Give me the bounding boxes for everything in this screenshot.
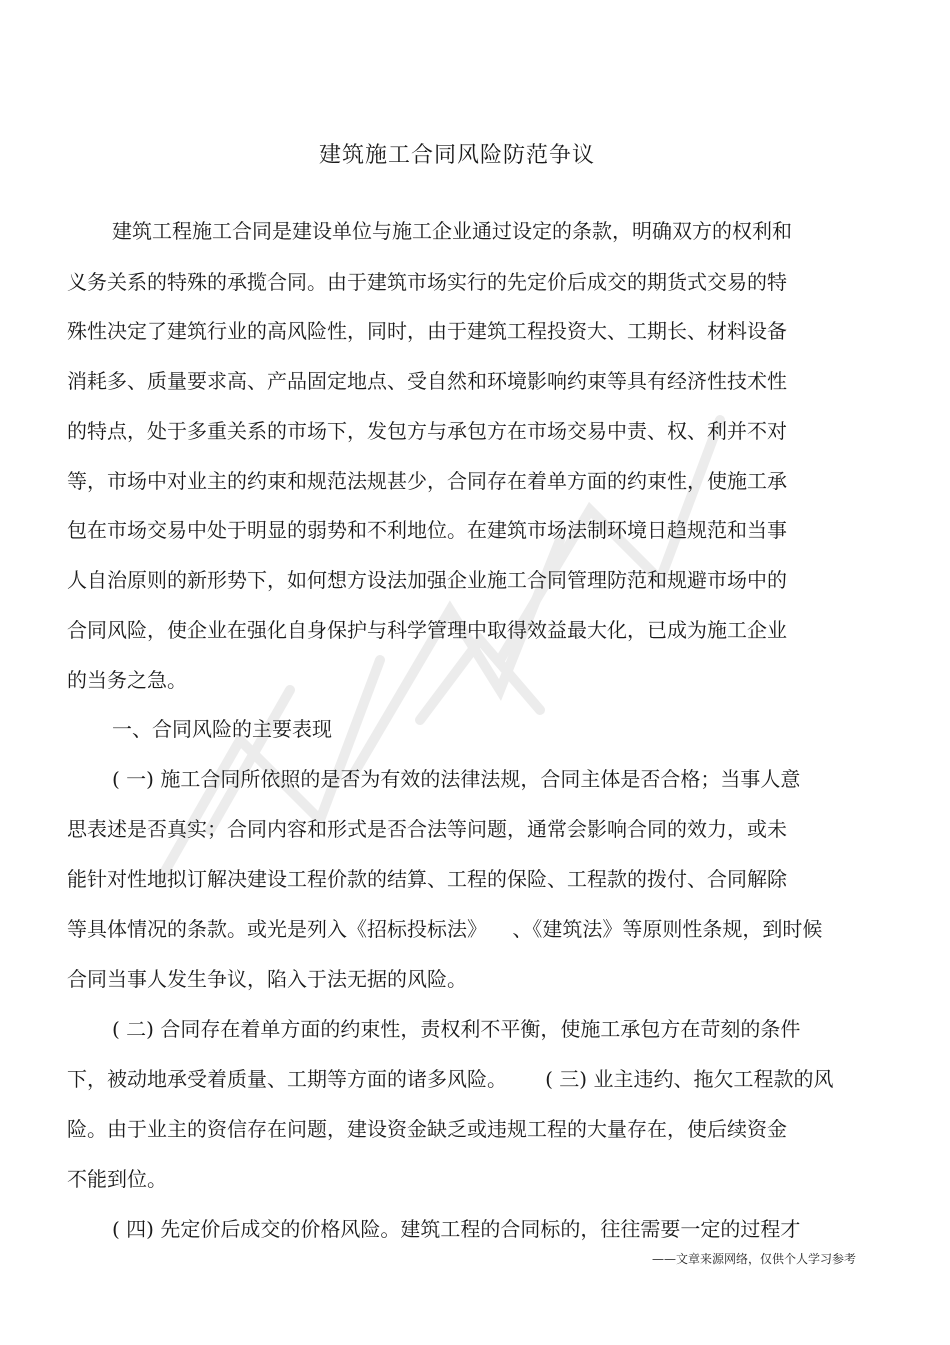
paragraph-line: 下，被动地承受着质量、工期等方面的诸多风险。 ( 三) 业主违约、拖欠工程款的风 xyxy=(67,1067,834,1091)
paragraph-line: 包在市场交易中处于明显的弱势和不利地位。在建筑市场法制环境日趋规范和当事 xyxy=(67,518,787,542)
document-title: 建筑施工合同风险防范争议 xyxy=(318,143,595,168)
paragraph-line: 合同当事人发生争议，陷入于法无据的风险。 xyxy=(67,967,467,991)
paragraph-line: 建筑工程施工合同是建设单位与施工企业通过设定的条款，明确双方的权利和 xyxy=(112,219,792,243)
paragraph-line: 殊性决定了建筑行业的高风险性，同时，由于建筑工程投资大、工期长、材料设备 xyxy=(67,319,787,343)
section-heading: 一、合同风险的主要表现 xyxy=(112,717,332,741)
paragraph-line: ( 一) 施工合同所依照的是否为有效的法律法规，合同主体是否合格；当事人意 xyxy=(112,767,801,791)
paragraph-line: 能针对性地拟订解决建设工程价款的结算、工程的保险、工程款的拨付、合同解除 xyxy=(67,867,787,891)
paragraph-line: 的特点，处于多重关系的市场下，发包方与承包方在市场交易中责、权、利并不对 xyxy=(67,419,787,443)
paragraph-line: 的当务之急。 xyxy=(67,668,187,692)
paragraph-line: 等，市场中对业主的约束和规范法规甚少，合同存在着单方面的约束性，使施工承 xyxy=(67,469,787,493)
paragraph-line: ( 二) 合同存在着单方面的约束性，责权利不平衡，使施工承包方在苛刻的条件 xyxy=(112,1017,801,1041)
paragraph-line: 合同风险，使企业在强化自身保护与科学管理中取得效益最大化，已成为施工企业 xyxy=(67,618,787,642)
source-footnote: ——文章来源网络，仅供个人学习参考 xyxy=(651,1252,856,1266)
paragraph-line: 人自治原则的新形势下，如何想方设法加强企业施工合同管理防范和规避市场中的 xyxy=(67,568,787,592)
paragraph-line: 不能到位。 xyxy=(67,1167,167,1191)
paragraph-line: 险。由于业主的资信存在问题，建设资金缺乏或违规工程的大量存在，使后续资金 xyxy=(67,1117,787,1141)
paragraph-line: ( 四) 先定价后成交的价格风险。建筑工程的合同标的，往往需要一定的过程才 xyxy=(112,1217,801,1241)
paragraph-line: 消耗多、质量要求高、产品固定地点、受自然和环境影响约束等具有经济性技术性 xyxy=(67,369,787,393)
paragraph-line: 等具体情况的条款。或光是列入《招标投标法》 、《建筑法》等原则性条规，到时候 xyxy=(67,917,823,941)
paragraph-line: 思表述是否真实；合同内容和形式是否合法等问题，通常会影响合同的效力，或未 xyxy=(67,817,787,841)
paragraph-line: 义务关系的特殊的承揽合同。由于建筑市场实行的先定价后成交的期货式交易的特 xyxy=(67,270,787,294)
